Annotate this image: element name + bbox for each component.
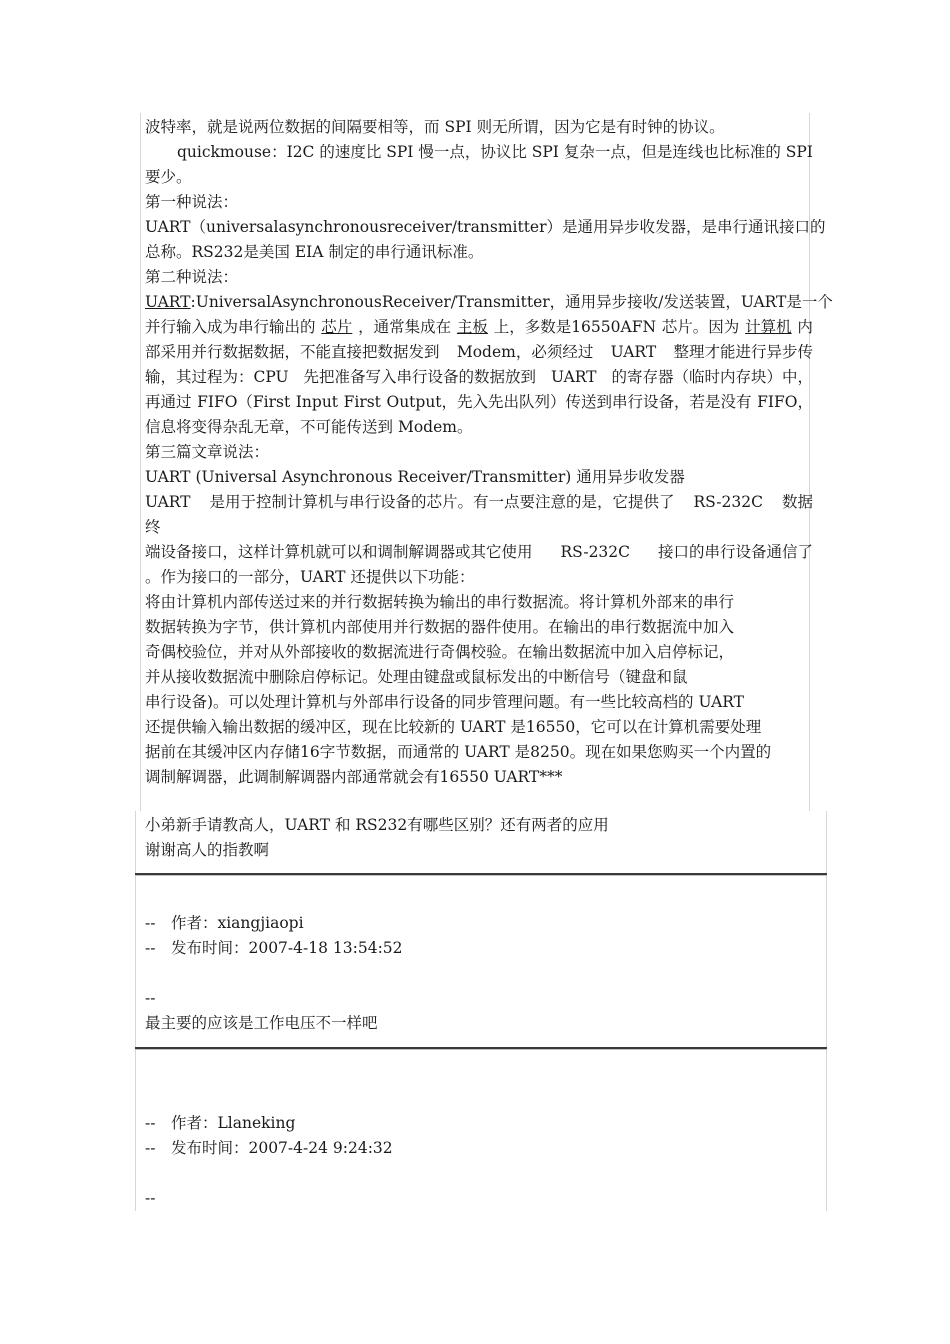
- term-link[interactable]: 计算机: [745, 318, 792, 336]
- line-text: quickmouse：I2C: [177, 143, 315, 161]
- line-text: First: [343, 393, 381, 411]
- article-line: [145, 665, 813, 690]
- article-line: [145, 265, 813, 290]
- line-text: Universal: [195, 293, 272, 311]
- line-text: UART: [145, 218, 191, 236]
- line-text: UART: [550, 368, 597, 386]
- line-text: 通用异步收发器: [576, 468, 685, 486]
- line-text: UART: [459, 718, 506, 736]
- line-text: 终: [145, 518, 161, 536]
- line-text: 端设备接口，这样计算机就可以和调制解调器或其它使用: [145, 543, 533, 561]
- line-text: Receiver/Transmitter): [397, 468, 572, 486]
- article-line: [145, 590, 813, 615]
- line-text: 数据: [781, 493, 813, 511]
- article-line: [145, 415, 813, 440]
- line-text: 串行设备)。可以处理计算机与外部串行设备的同步管理问题。有一些比较高档的: [145, 693, 694, 711]
- post-thanks: 谢谢高人的指教啊: [145, 841, 270, 859]
- line-text: UART: [145, 493, 191, 511]
- article-line: [145, 290, 833, 315]
- line-text: 接口的串行设备通信了: [657, 543, 813, 561]
- post-divider: [135, 1047, 827, 1050]
- line-text: 则无所谓，因为它是有时钟的协议。: [476, 118, 725, 136]
- line-text: 第三篇文章说法：: [145, 443, 270, 461]
- line-text: Modem，必须经过: [456, 343, 594, 361]
- reply-time: -- 发布时间：2007-4-24 9:24:32: [145, 1139, 393, 1157]
- line-text: Modem。: [397, 418, 473, 436]
- line-text: 芯片。因为: [661, 318, 740, 336]
- line-text: UART: [464, 743, 510, 761]
- original-post: [145, 813, 609, 863]
- post-divider: [135, 873, 827, 876]
- article-line: [145, 640, 813, 665]
- line-text: 。作为接口的一部分，UART: [145, 568, 346, 586]
- line-text: Output，先入先出队列）传送到串行设备，若是没有: [386, 393, 752, 411]
- line-text: 再通过: [145, 393, 192, 411]
- reply-author: -- 作者：xiangjiaopi: [145, 914, 304, 932]
- line-text: 奇偶校验位，并对从外部接收的数据流进行奇偶校验。在输出数据流中加入启停标记，: [145, 643, 735, 661]
- line-text: 复杂一点，但是连线也比标准的: [563, 143, 781, 161]
- line-text: 整理才能进行异步传: [673, 343, 813, 361]
- article-line: [145, 440, 813, 465]
- line-text: 是用于控制计算机与串行设备的芯片。有一点要注意的是，它提供了: [209, 493, 675, 511]
- term-link[interactable]: UART: [145, 293, 191, 311]
- line-text: 是一个: [786, 293, 833, 311]
- line-text: UART: [698, 693, 745, 711]
- line-text: Receiver/Transmitter，通用异步接收/发送装置，UART: [381, 293, 787, 311]
- line-text: 要少。: [145, 168, 192, 186]
- article-line: [145, 765, 813, 790]
- article-line: [145, 540, 813, 565]
- line-text: 调制解调器，此调制解调器内部通常就会有16550: [145, 768, 489, 786]
- line-text: 先把准备写入串行设备的数据放到: [303, 368, 537, 386]
- reply-separator: --: [145, 1189, 156, 1207]
- line-text: 部采用并行数据数据，不能直接把数据发到: [145, 343, 440, 361]
- line-text: 制定的串行通讯标准。: [328, 243, 484, 261]
- reply-time: -- 发布时间：2007-4-18 13:54:52: [145, 939, 403, 957]
- line-text: ，通常集成在: [358, 318, 452, 336]
- article-line: [145, 240, 813, 265]
- line-text: SPI: [386, 143, 414, 161]
- article-line: [145, 190, 813, 215]
- line-text: 还提供输入输出数据的缓冲区，现在比较新的: [145, 718, 456, 736]
- line-text: 上，多数是16550AFN: [493, 318, 657, 336]
- line-text: （universal: [190, 218, 279, 236]
- line-text: 第一种说法：: [145, 193, 239, 211]
- line-text: 并行输入成为串行输出的: [145, 318, 316, 336]
- line-text: 波特率，就是说两位数据的间隔要相等，而: [145, 118, 440, 136]
- line-text: 据前在其缓冲区内存储16字节数据，而通常的: [145, 743, 460, 761]
- line-text: asynchronous: [278, 218, 388, 236]
- article-line: [145, 215, 826, 240]
- line-text: 并从接收数据流中删除启停标记。处理由键盘或鼠标发出的中断信号（键盘和鼠: [145, 668, 688, 686]
- article-line: [145, 740, 813, 765]
- term-link[interactable]: 主板: [456, 318, 488, 336]
- article-line: [145, 715, 813, 740]
- line-text: :: [190, 293, 196, 311]
- article-line: [145, 390, 813, 415]
- reply-separator: --: [145, 989, 156, 1007]
- line-text: SPI: [531, 143, 559, 161]
- article-line: [145, 565, 813, 590]
- line-text: UART: [145, 468, 191, 486]
- line-text: FIFO（First: [197, 393, 291, 411]
- line-text: 的寄存器（临时内存块）中，: [611, 368, 813, 386]
- line-text: 数据转换为字节，供计算机内部使用并行数据的器件使用。在输出的串行数据流中加入: [145, 618, 735, 636]
- article-line: [145, 365, 813, 390]
- reply-body: 最主要的应该是工作电压不一样吧: [145, 1014, 378, 1032]
- reply-meta: [145, 1111, 393, 1161]
- article-line: [145, 115, 813, 140]
- article-line: [145, 690, 813, 715]
- article-line: [145, 340, 813, 365]
- line-text: Asynchronous: [271, 293, 382, 311]
- line-text: Input: [295, 393, 339, 411]
- line-text: (Universal: [195, 468, 278, 486]
- line-text: receiver/transmitter）是通用异步收发器，是串行通讯接口的: [387, 218, 826, 236]
- line-text: RS-232C: [560, 543, 631, 561]
- article-line: [145, 140, 813, 165]
- article-line: [145, 490, 813, 515]
- line-text: 输，其过程为：CPU: [145, 368, 289, 386]
- line-text: EIA: [294, 243, 324, 261]
- line-text: 是16550，它可以在计算机需要处理: [510, 718, 762, 736]
- line-text: UART: [610, 343, 657, 361]
- line-text: RS-232C: [693, 493, 763, 511]
- line-text: SPI: [785, 143, 813, 161]
- line-text: 还提供以下功能：: [350, 568, 475, 586]
- line-text: UART***: [493, 768, 563, 786]
- line-text: 慢一点，协议比: [418, 143, 527, 161]
- post-question: 小弟新手请教高人，UART 和 RS232有哪些区别？还有两者的应用: [145, 816, 609, 834]
- line-text: 的速度比: [319, 143, 382, 161]
- article-line: [145, 515, 813, 540]
- article-line: [145, 315, 813, 340]
- line-text: 是8250。现在如果您购买一个内置的: [514, 743, 772, 761]
- reply-meta: [145, 911, 403, 961]
- article-line: [145, 615, 813, 640]
- term-link[interactable]: 芯片: [321, 318, 353, 336]
- reply-author: -- 作者：Llaneking: [145, 1114, 296, 1132]
- article-body: [145, 115, 833, 790]
- line-text: 内: [797, 318, 813, 336]
- line-text: 将由计算机内部传送过来的并行数据转换为输出的串行数据流。将计算机外部来的串行: [145, 593, 735, 611]
- article-line: [145, 165, 813, 190]
- line-text: 信息将变得杂乱无章，不可能传送到: [145, 418, 394, 436]
- article-line: [145, 465, 813, 490]
- line-text: FIFO，: [757, 393, 813, 411]
- line-text: 第二种说法：: [145, 268, 239, 286]
- line-text: SPI: [444, 118, 472, 136]
- line-text: Asynchronous: [281, 468, 393, 486]
- line-text: 总称。RS232是美国: [145, 243, 290, 261]
